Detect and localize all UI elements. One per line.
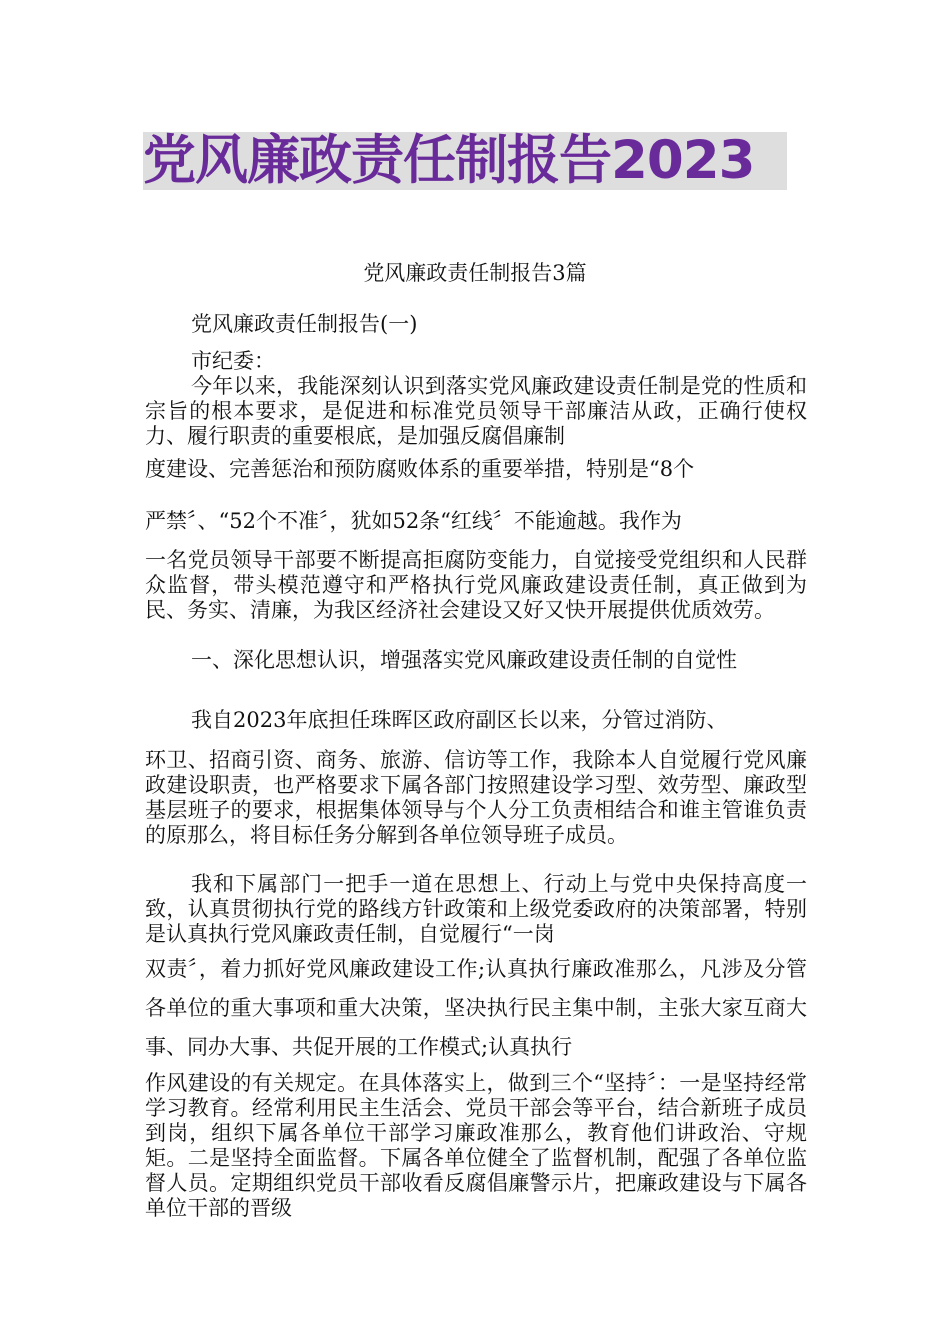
section-heading: 党风廉政责任制报告(一) bbox=[191, 312, 418, 336]
paragraph-3-part-a: 我和下属部门一把手一道在思想上、行动上与党中央保持高度一致，认真贯彻执行党的路线方针政策和上级党委政府的决策部署，特别是认真执行党风廉政责任制，自觉履行“一岗 bbox=[145, 872, 807, 946]
heading-1: 一、深化思想认识，增强落实党风廉政建设责任制的自觉性 bbox=[191, 648, 737, 672]
paragraph-1-part-a: 今年以来，我能深刻认识到落实党风廉政建设责任制是党的性质和宗旨的根本要求，是促进和标准党员领导干部廉洁从政，正确行使权力、履行职责的重要根底，是加强反腐倡廉制 bbox=[145, 374, 807, 448]
salutation: 市纪委： bbox=[191, 349, 275, 373]
paragraph-1-part-c: 严禁〞、“52个不准〞，犹如52条“红线〞不能逾越。我作为 bbox=[145, 509, 682, 533]
paragraph-2-part-a: 我自2023年底担任珠晖区政府副区长以来，分管过消防、 bbox=[191, 708, 728, 732]
paragraph-3-part-b: 双责〞，着力抓好党风廉政建设工作;认真执行廉政准那么，凡涉及分管各单位的重大事项和重大决策，坚决执行民主集中制，主张大家互商大事、同办大事、共促开展的工作模式;认真执行 bbox=[145, 957, 807, 1059]
paragraph-2-part-b: 环卫、招商引资、商务、旅游、信访等工作，我除本人自觉履行党风廉政建设职责，也严格要求下属各部门按照建设学习型、效劳型、廉政型基层班子的要求，根据集体领导与个人分工负责相结合和谁主管谁负责的原那么，将目标任务分解到各单位领导班子成员。 bbox=[145, 748, 807, 847]
paragraph-3-part-c: 作风建设的有关规定。在具体落实上，做到三个“坚持〞：一是坚持经常学习教育。经常利用民主生活会、党员干部会等平台，结合新班子成员到岗，组织下属各单位干部学习廉政准那么，教育他们讲政治、守规矩。二是坚持全面监督。下属各单位健全了监督机制，配强了各单位监督人员。定期组织党员干部收看反腐倡廉警示片，把廉政建设与下属各单位干部的晋级 bbox=[145, 1071, 807, 1220]
document-subtitle: 党风廉政责任制报告3篇 bbox=[363, 261, 587, 285]
paragraph-1-part-b: 度建设、完善惩治和预防腐败体系的重要举措，特别是“8个 bbox=[145, 457, 695, 481]
paragraph-1-part-d: 一名党员领导干部要不断提高拒腐防变能力，自觉接受党组织和人民群众监督，带头模范遵守和严格执行党风廉政建设责任制，真正做到为民、务实、清廉，为我区经济社会建设又好又快开展提供优质效劳。 bbox=[145, 548, 807, 622]
document-title: 党风廉政责任制报告2023 bbox=[143, 130, 755, 191]
